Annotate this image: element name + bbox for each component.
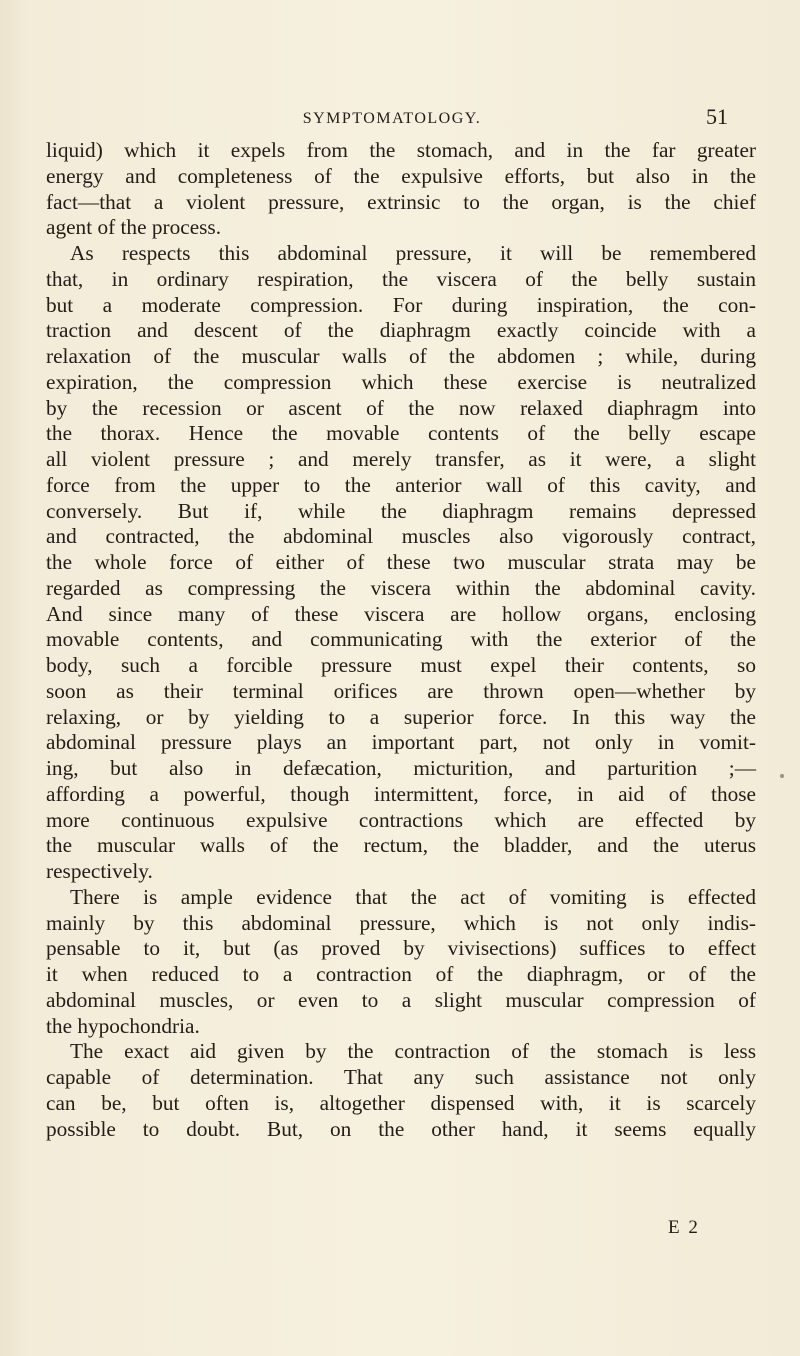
text-line: more continuous expulsive contractions which are effected by: [46, 807, 756, 832]
text-line: the hypochondria.: [46, 1013, 200, 1038]
text-line: it when reduced to a contraction of the diaphragm, or of the: [46, 962, 756, 986]
text-line: by the recession or ascent of the now relaxed diaphragm into: [46, 395, 756, 420]
text-line: fact—that a violent pressure, extrinsic to the organ, is the chief: [46, 189, 756, 214]
text-line: the whole force of either of these two muscular strata may be: [46, 550, 756, 574]
text-line: pensable to it, but (as proved by vivisections) suffices to effect: [46, 936, 756, 961]
text-line: ing, but also in defæcation, micturition, and parturition ;—: [46, 756, 756, 780]
text-line: respectively.: [46, 859, 153, 883]
body-text: [46, 138, 756, 1142]
text-line: affording a powerful, though intermittent, force, in aid of those: [46, 781, 756, 806]
running-head-title: SYMPTOMATOLOGY.: [302, 110, 482, 127]
text-line: The exact aid given by the contraction of the stomach is less: [70, 1039, 756, 1064]
text-line: mainly by this abdominal pressure, which is not only indis-: [46, 910, 756, 935]
text-line: all violent pressure ; and merely transfer, as it were, a slight: [46, 447, 756, 471]
text-line: And since many of these viscera are hollow organs, enclosing: [46, 601, 756, 626]
text-line: relaxation of the muscular walls of the abdomen ; while, during: [46, 344, 756, 368]
text-line: energy and completeness of the expulsive efforts, but also in the: [46, 163, 756, 188]
text-line: conversely. But if, while the diaphragm remains depressed: [46, 498, 756, 523]
text-line: traction and descent of the diaphragm exactly coincide with a: [46, 318, 756, 343]
text-line: capable of determination. That any such assistance not only: [46, 1065, 756, 1089]
text-line: liquid) which it expels from the stomach, and in the far greater: [46, 138, 756, 162]
text-line: As respects this abdominal pressure, it will be remembered: [70, 241, 756, 265]
text-line: soon as their terminal orifices are thrown open—whether by: [46, 678, 756, 703]
text-line: regarded as compressing the viscera within the abdominal cavity.: [46, 575, 756, 600]
text-line: abdominal muscles, or even to a slight muscular compression of: [46, 987, 756, 1012]
text-line: possible to doubt. But, on the other hand, it seems equally: [46, 1116, 756, 1141]
text-line: but a moderate compression. For during inspiration, the con-: [46, 292, 756, 317]
text-line: the muscular walls of the rectum, the bladder, and the uterus: [46, 833, 756, 858]
margin-speck: [780, 774, 784, 778]
text-line: relaxing, or by yielding to a superior force. In this way the: [46, 704, 756, 729]
text-line: There is ample evidence that the act of vomiting is effected: [70, 884, 756, 909]
text-line: agent of the process.: [46, 215, 222, 240]
text-line: abdominal pressure plays an important part, not only in vomit-: [46, 730, 756, 755]
signature-mark: E 2: [668, 1217, 700, 1238]
running-head: [0, 104, 800, 132]
text-line: body, such a forcible pressure must expel their contents, so: [46, 653, 756, 677]
text-line: force from the upper to the anterior wall of this cavity, and: [46, 472, 756, 497]
text-line: that, in ordinary respiration, the viscera of the belly sustain: [46, 266, 756, 291]
text-line: movable contents, and communicating with the exterior of the: [46, 627, 756, 652]
text-line: expiration, the compression which these exercise is neutralized: [46, 369, 756, 394]
text-line: and contracted, the abdominal muscles also vigorously contract,: [46, 524, 756, 549]
text-line: can be, but often is, altogether dispensed with, it is scarcely: [46, 1090, 756, 1115]
text-line: the thorax. Hence the movable contents of the belly escape: [46, 421, 756, 446]
page-number: 51: [706, 104, 728, 129]
